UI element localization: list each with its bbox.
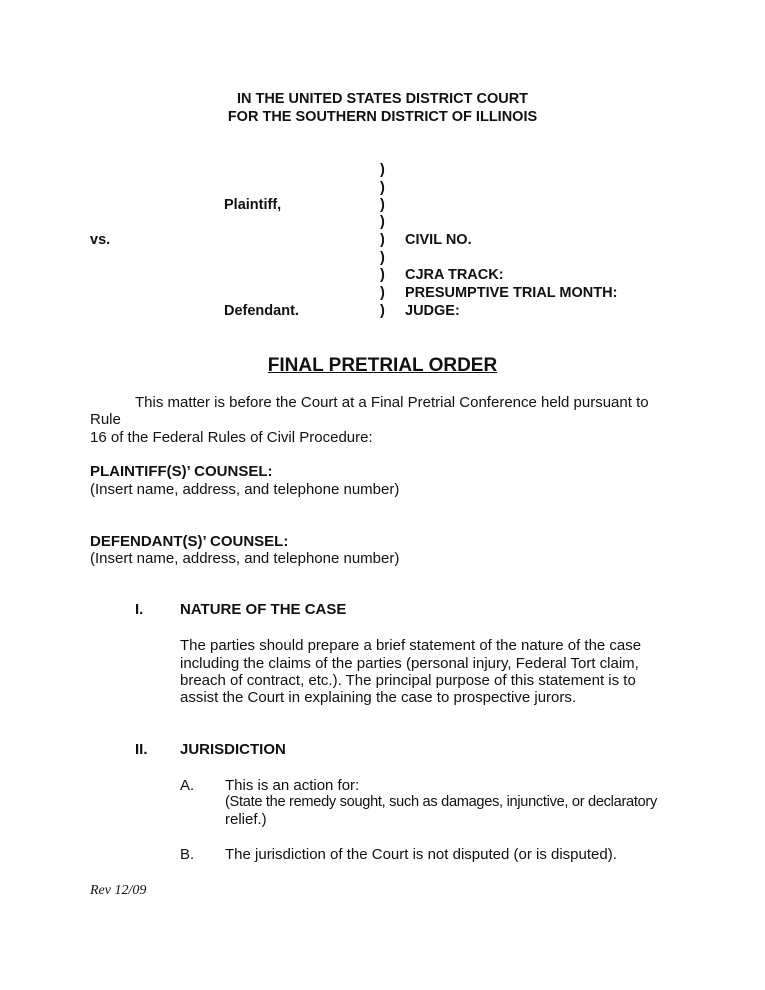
revision-footer: Rev 12/09: [90, 883, 147, 898]
caption-paren: ): [380, 303, 385, 319]
section1-heading: NATURE OF THE CASE: [180, 601, 347, 618]
versus-label: vs.: [90, 232, 111, 248]
judge-label: JUDGE:: [405, 303, 460, 319]
item-a-sub2: relief.): [225, 811, 267, 828]
caption-paren: ): [380, 197, 385, 213]
section1-number: I.: [135, 601, 144, 618]
section2-heading: JURISDICTION: [180, 741, 286, 758]
plaintiff-counsel-heading: PLAINTIFF(S)’ COUNSEL:: [90, 463, 273, 480]
document-title: FINAL PRETRIAL ORDER: [267, 355, 498, 376]
defendant-label: Defendant.: [224, 303, 299, 319]
caption-paren: ): [380, 267, 385, 283]
plaintiff-label: Plaintiff,: [224, 197, 282, 213]
caption-paren: ): [380, 180, 385, 196]
caption-paren: ): [380, 250, 385, 266]
caption-paren: ): [380, 285, 385, 301]
section1-line: The parties should prepare a brief statement of the nature of the case: [180, 637, 642, 654]
section1-line: including the claims of the parties (personal injury, Federal Tort claim,: [180, 655, 639, 672]
intro-line1: This matter is before the Court at a Final Pretrial Conference held pursuant to: [135, 394, 649, 411]
intro-line2: Rule: [90, 411, 121, 428]
item-a-text: This is an action for:: [225, 777, 360, 794]
cjra-track-label: CJRA TRACK:: [405, 267, 504, 283]
trial-month-label: PRESUMPTIVE TRIAL MONTH:: [405, 285, 618, 301]
court-name-line1: IN THE UNITED STATES DISTRICT COURT: [236, 91, 529, 107]
section2-number: II.: [135, 741, 148, 758]
item-a-letter: A.: [180, 777, 195, 794]
caption-paren: ): [380, 232, 385, 248]
item-a-sub1: (State the remedy sought, such as damages, injunctive, or declaratory: [225, 794, 657, 810]
civil-no-label: CIVIL NO.: [405, 232, 472, 248]
section1-line: breach of contract, etc.). The principal purpose of this statement is to: [180, 672, 636, 689]
defendant-counsel-note: (Insert name, address, and telephone number): [90, 550, 400, 567]
caption-paren: ): [380, 214, 385, 230]
court-name-line2: FOR THE SOUTHERN DISTRICT OF ILLINOIS: [227, 109, 538, 125]
defendant-counsel-heading: DEFENDANT(S)’ COUNSEL:: [90, 533, 289, 550]
section1-line: assist the Court in explaining the case to prospective jurors.: [180, 689, 577, 706]
item-b-letter: B.: [180, 846, 195, 863]
intro-line3: 16 of the Federal Rules of Civil Procedure:: [90, 429, 373, 446]
item-b-text: The jurisdiction of the Court is not disputed (or is disputed).: [225, 846, 617, 863]
caption-paren: ): [380, 162, 385, 178]
plaintiff-counsel-note: (Insert name, address, and telephone number): [90, 481, 400, 498]
